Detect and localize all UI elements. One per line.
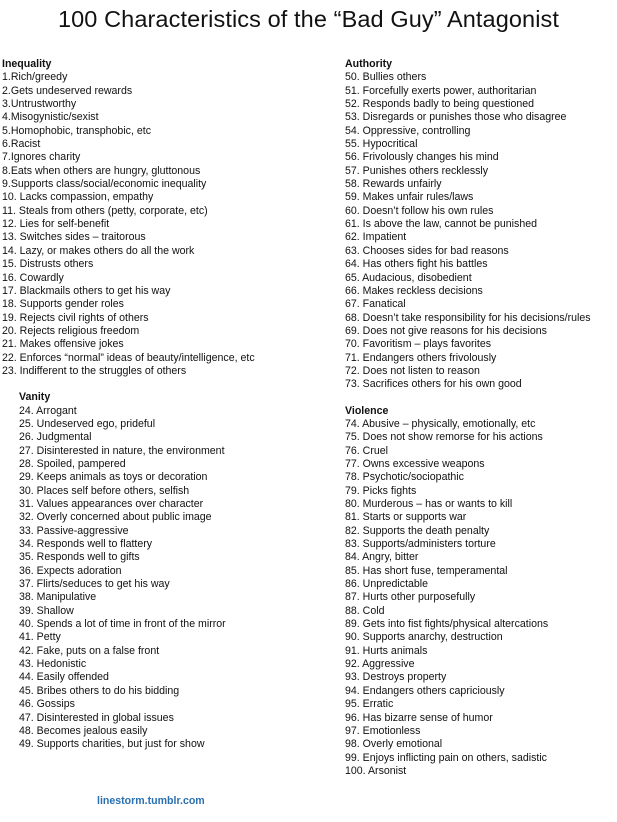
list-item: 67. Fanatical bbox=[345, 298, 406, 311]
list-item: 81. Starts or supports war bbox=[345, 511, 467, 524]
list-item: 62. Impatient bbox=[345, 231, 407, 244]
list-item: 71. Endangers others frivolously bbox=[345, 351, 497, 364]
list-item: 40. Spends a lot of time in front of the mirror bbox=[19, 618, 226, 631]
list-item: 29. Keeps animals as toys or decoration bbox=[19, 471, 208, 484]
list-item: 43. Hedonistic bbox=[19, 658, 87, 671]
list-item: 41. Petty bbox=[19, 631, 61, 644]
list-item: 13. Switches sides – traitorous bbox=[2, 231, 146, 244]
list-item: 59. Makes unfair rules/laws bbox=[345, 191, 474, 204]
list-item: 48. Becomes jealous easily bbox=[19, 724, 148, 737]
list-item: 27. Disinterested in nature, the environment bbox=[19, 444, 225, 457]
list-item: 74. Abusive – physically, emotionally, etc bbox=[345, 417, 536, 430]
list-vanity bbox=[19, 405, 332, 752]
list-item: 8.Eats when others are hungry, gluttonous bbox=[2, 164, 201, 177]
list-item: 96. Has bizarre sense of humor bbox=[345, 711, 493, 724]
list-item: 88. Cold bbox=[345, 604, 385, 617]
list-item: 68. Doesn’t take responsibility for his decisions/rules bbox=[345, 311, 591, 324]
list-item: 34. Responds well to flattery bbox=[19, 538, 153, 551]
list-item: 18. Supports gender roles bbox=[2, 298, 124, 311]
list-item: 51. Forcefully exerts power, authoritarian bbox=[345, 84, 537, 97]
list-item: 23. Indifferent to the struggles of others bbox=[2, 364, 187, 377]
list-item: 69. Does not give reasons for his decisions bbox=[345, 324, 547, 337]
list-item: 78. Psychotic/sociopathic bbox=[345, 471, 464, 484]
list-item: 17. Blackmails others to get his way bbox=[2, 284, 171, 297]
list-item: 92. Aggressive bbox=[345, 658, 415, 671]
list-item: 2.Gets undeserved rewards bbox=[2, 84, 133, 97]
list-item: 66. Makes reckless decisions bbox=[345, 284, 483, 297]
list-item: 24. Arrogant bbox=[19, 404, 77, 417]
list-item: 49. Supports charities, but just for show bbox=[19, 738, 205, 751]
list-item: 87. Hurts other purposefully bbox=[345, 591, 476, 604]
list-item: 42. Fake, puts on a false front bbox=[19, 644, 160, 657]
credit-link[interactable]: linestorm.tumblr.com bbox=[97, 795, 205, 807]
list-item: 9.Supports class/social/economic inequality bbox=[2, 178, 207, 191]
list-item: 83. Supports/administers torture bbox=[345, 538, 496, 551]
list-item: 61. Is above the law, cannot be punished bbox=[345, 218, 538, 231]
page-title: 100 Characteristics of the “Bad Guy” Antagonist bbox=[57, 6, 560, 32]
list-item: 50. Bullies others bbox=[345, 71, 427, 84]
list-item: 91. Hurts animals bbox=[345, 644, 428, 657]
list-item: 100. Arsonist bbox=[345, 764, 407, 777]
list-item: 10. Lacks compassion, empathy bbox=[2, 191, 154, 204]
section-authority bbox=[345, 58, 617, 392]
section-title-violence: Violence bbox=[345, 404, 389, 417]
list-item: 55. Hypocritical bbox=[345, 138, 418, 151]
list-item: 72. Does not listen to reason bbox=[345, 364, 480, 377]
list-inequality bbox=[2, 71, 332, 378]
list-item: 46. Gossips bbox=[19, 698, 75, 711]
list-item: 38. Manipulative bbox=[19, 591, 97, 604]
section-vanity bbox=[2, 391, 332, 751]
list-item: 80. Murderous – has or wants to kill bbox=[345, 498, 513, 510]
list-item: 57. Punishes others recklessly bbox=[345, 164, 489, 177]
list-item: 35. Responds well to gifts bbox=[19, 551, 140, 564]
list-item: 65. Audacious, disobedient bbox=[345, 271, 472, 284]
list-item: 94. Endangers others capriciously bbox=[345, 684, 505, 697]
list-item: 54. Oppressive, controlling bbox=[345, 124, 471, 137]
list-item: 4.Misogynistic/sexist bbox=[2, 111, 99, 124]
list-item: 97. Emotionless bbox=[345, 724, 421, 737]
list-item: 37. Flirts/seduces to get his way bbox=[19, 578, 170, 591]
list-item: 77. Owns excessive weapons bbox=[345, 457, 485, 470]
list-item: 70. Favoritism – plays favorites bbox=[345, 338, 492, 351]
list-item: 3.Untrustworthy bbox=[2, 98, 77, 111]
list-violence bbox=[345, 418, 617, 778]
list-item: 58. Rewards unfairly bbox=[345, 178, 442, 191]
list-item: 16. Cowardly bbox=[2, 271, 64, 284]
list-item: 15. Distrusts others bbox=[2, 258, 94, 271]
section-violence bbox=[345, 405, 617, 779]
list-item: 36. Expects adoration bbox=[19, 564, 122, 577]
list-item: 85. Has short fuse, temperamental bbox=[345, 564, 508, 577]
section-title-authority: Authority bbox=[345, 58, 393, 70]
list-item: 28. Spoiled, pampered bbox=[19, 457, 126, 470]
list-item: 7.Ignores charity bbox=[2, 151, 81, 164]
section-title-inequality: Inequality bbox=[2, 58, 52, 70]
list-item: 82. Supports the death penalty bbox=[345, 524, 490, 537]
list-item: 30. Places self before others, selfish bbox=[19, 484, 190, 497]
list-item: 6.Racist bbox=[2, 138, 41, 151]
right-column bbox=[345, 58, 617, 778]
list-item: 31. Values appearances over character bbox=[19, 498, 204, 510]
list-item: 5.Homophobic, transphobic, etc bbox=[2, 124, 151, 137]
list-authority bbox=[345, 71, 617, 391]
left-column bbox=[2, 58, 332, 752]
list-item: 25. Undeserved ego, prideful bbox=[19, 417, 156, 430]
list-item: 63. Chooses sides for bad reasons bbox=[345, 244, 509, 257]
list-item: 19. Rejects civil rights of others bbox=[2, 311, 149, 324]
list-item: 53. Disregards or punishes those who disagree bbox=[345, 111, 567, 124]
list-item: 22. Enforces “normal” ideas of beauty/intelligence, etc bbox=[2, 351, 255, 364]
section-inequality bbox=[2, 58, 332, 378]
list-item: 47. Disinterested in global issues bbox=[19, 711, 174, 724]
section-title-vanity: Vanity bbox=[19, 391, 51, 404]
list-item: 95. Erratic bbox=[345, 698, 394, 711]
list-item: 64. Has others fight his battles bbox=[345, 258, 488, 271]
list-item: 45. Bribes others to do his bidding bbox=[19, 684, 180, 697]
list-item: 44. Easily offended bbox=[19, 671, 109, 684]
list-item: 12. Lies for self-benefit bbox=[2, 218, 110, 231]
list-item: 20. Rejects religious freedom bbox=[2, 324, 140, 337]
list-item: 89. Gets into fist fights/physical altercations bbox=[345, 618, 549, 631]
list-item: 32. Overly concerned about public image bbox=[19, 511, 212, 524]
list-item: 14. Lazy, or makes others do all the work bbox=[2, 244, 195, 257]
list-item: 73. Sacrifices others for his own good bbox=[345, 378, 522, 391]
list-item: 75. Does not show remorse for his actions bbox=[345, 431, 543, 444]
list-item: 98. Overly emotional bbox=[345, 738, 443, 751]
list-item: 93. Destroys property bbox=[345, 671, 447, 684]
list-item: 21. Makes offensive jokes bbox=[2, 338, 124, 351]
list-item: 79. Picks fights bbox=[345, 484, 417, 497]
list-item: 1.Rich/greedy bbox=[2, 71, 68, 84]
list-item: 60. Doesn’t follow his own rules bbox=[345, 204, 494, 217]
list-item: 39. Shallow bbox=[19, 604, 74, 617]
list-item: 99. Enjoys inflicting pain on others, sadistic bbox=[345, 751, 547, 764]
list-item: 26. Judgmental bbox=[19, 431, 92, 444]
list-item: 56. Frivolously changes his mind bbox=[345, 151, 499, 164]
list-item: 76. Cruel bbox=[345, 444, 388, 457]
list-item: 84. Angry, bitter bbox=[345, 551, 419, 564]
list-item: 52. Responds badly to being questioned bbox=[345, 98, 535, 111]
list-item: 11. Steals from others (petty, corporate, etc) bbox=[2, 204, 208, 217]
list-item: 90. Supports anarchy, destruction bbox=[345, 631, 503, 644]
list-item: 86. Unpredictable bbox=[345, 578, 429, 591]
list-item: 33. Passive-aggressive bbox=[19, 524, 129, 537]
